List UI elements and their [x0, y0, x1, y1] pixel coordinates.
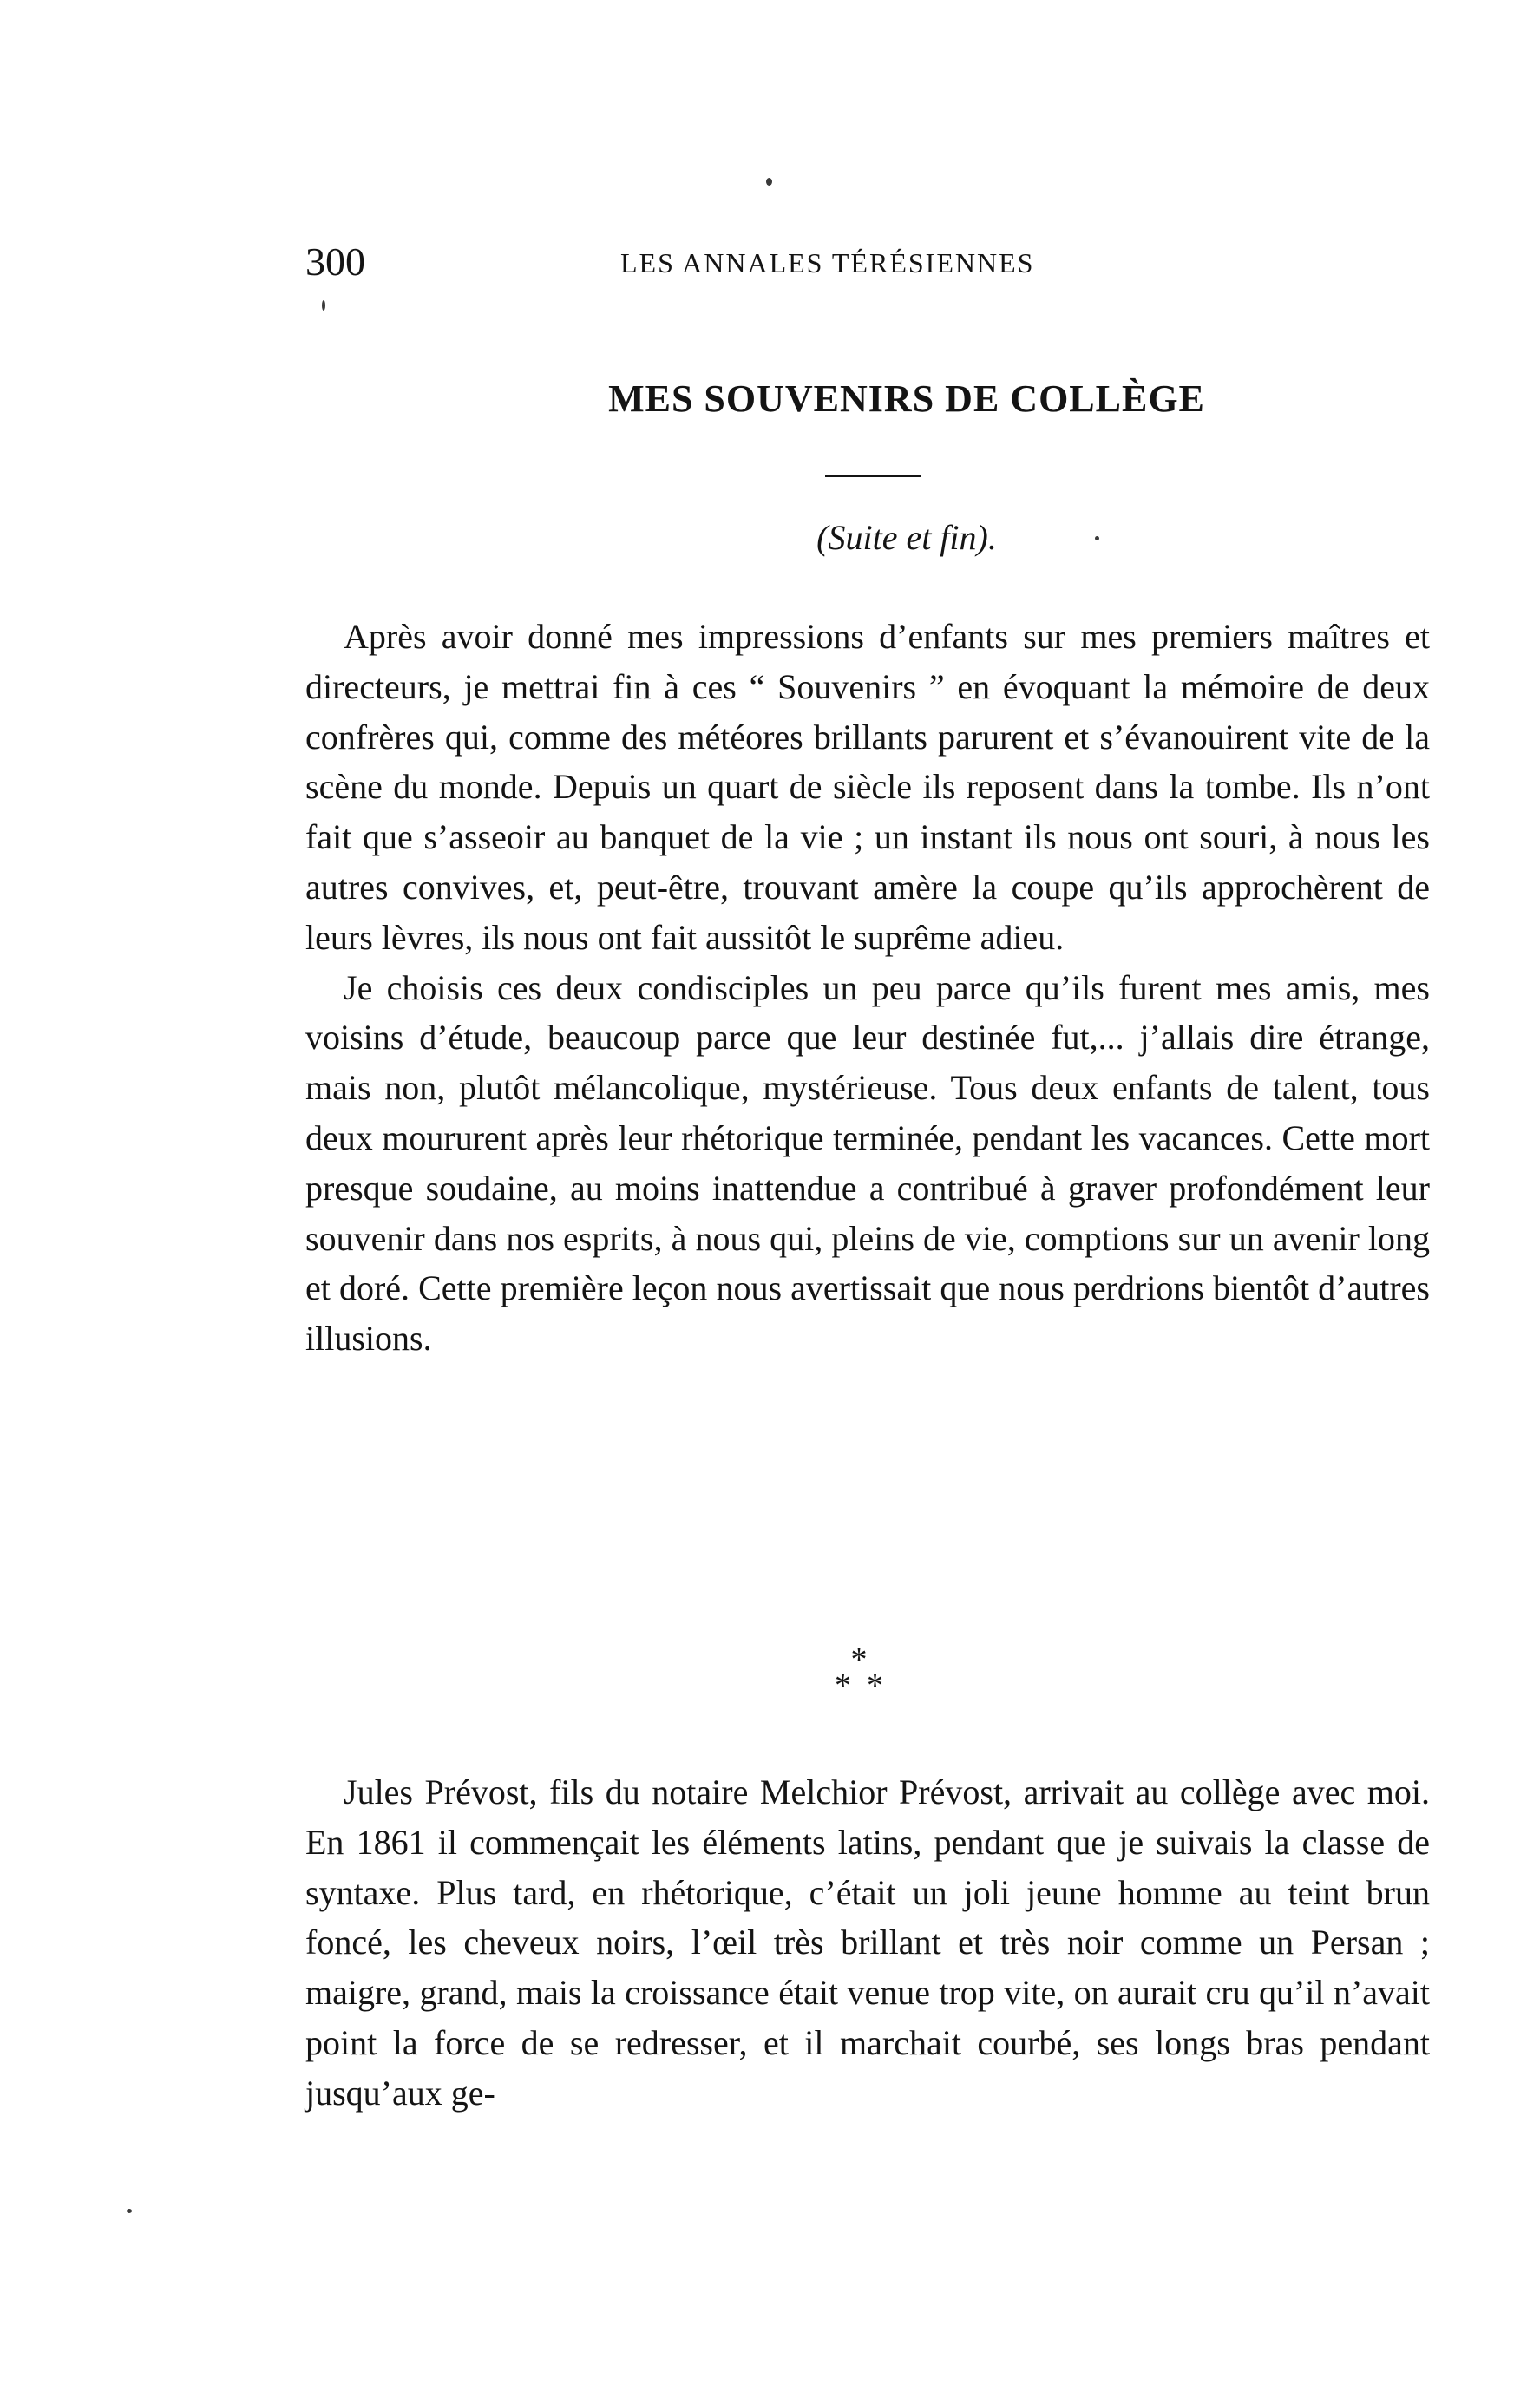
body-text-continuation	[305, 1767, 1430, 2119]
scan-speck	[322, 300, 325, 311]
running-title: LES ANNALES TÉRÉSIENNES	[620, 247, 1035, 278]
scan-speck	[766, 178, 772, 186]
asterism-top: *	[850, 1641, 868, 1678]
body-text	[305, 612, 1430, 1364]
article-title: MES SOUVENIRS DE COLLÈGE	[608, 377, 1205, 420]
running-head	[305, 236, 1447, 288]
page-number: 300	[305, 239, 365, 284]
asterism-bottom: **	[835, 1667, 899, 1704]
title-rule	[825, 475, 921, 477]
paragraph: Après avoir donné mes impressions d’enfants sur mes premiers maîtres et directeurs, je mettrai fin à ces “ Souvenirs ” en évoquant la mémoire de deux confrères qui, comme des météores brillants parurent et s’évanouirent vite de la scène du monde. Depuis un quart de siècle ils reposent dans la tombe. Ils n’ont fait que s’asseoir au banquet de la vie ; un instant ils nous ont souri, à nous les autres convives, et, peut-être, trouvant amère la coupe qu’ils approchèrent de leurs lèvres, ils nous ont fait aussitôt le suprême adieu.	[305, 617, 1430, 957]
scan-speck	[127, 2209, 132, 2213]
section-separator	[807, 1641, 911, 1707]
paragraph: Jules Prévost, fils du notaire Melchior Prévost, arrivait au collège avec moi. En 1861 il commençait les éléments latins, pendant que je suivais la classe de syntaxe. Plus tard, en rhétorique, c’était un joli jeune homme au teint brun foncé, les cheveux noirs, l’œil très brillant et très noir comme un Persan ; maigre, grand, mais la croissance était venue trop vite, on aurait cru qu’il n’avait point la force de se redresser, et il marchait courbé, ses longs bras pendant jusqu’aux ge-	[305, 1772, 1430, 2113]
paragraph: Je choisis ces deux condisciples un peu parce qu’ils furent mes amis, mes voisins d’étude, beaucoup parce que leur destinée fut,... j’allais dire étrange, mais non, plutôt mélancolique, mystérieuse. Tous deux enfants de talent, tous deux moururent après leur rhétorique terminée, pendant les vacances. Cette mort presque soudaine, au moins inattendue a contribué à graver profondément leur souvenir dans nos esprits, à nous qui, pleins de vie, comptions sur un avenir long et doré. Cette première leçon nous avertissait que nous perdrions bientôt d’autres illusions.	[305, 967, 1430, 1359]
article-subtitle: (Suite et fin).	[816, 518, 997, 557]
scan-speck	[1095, 536, 1099, 540]
